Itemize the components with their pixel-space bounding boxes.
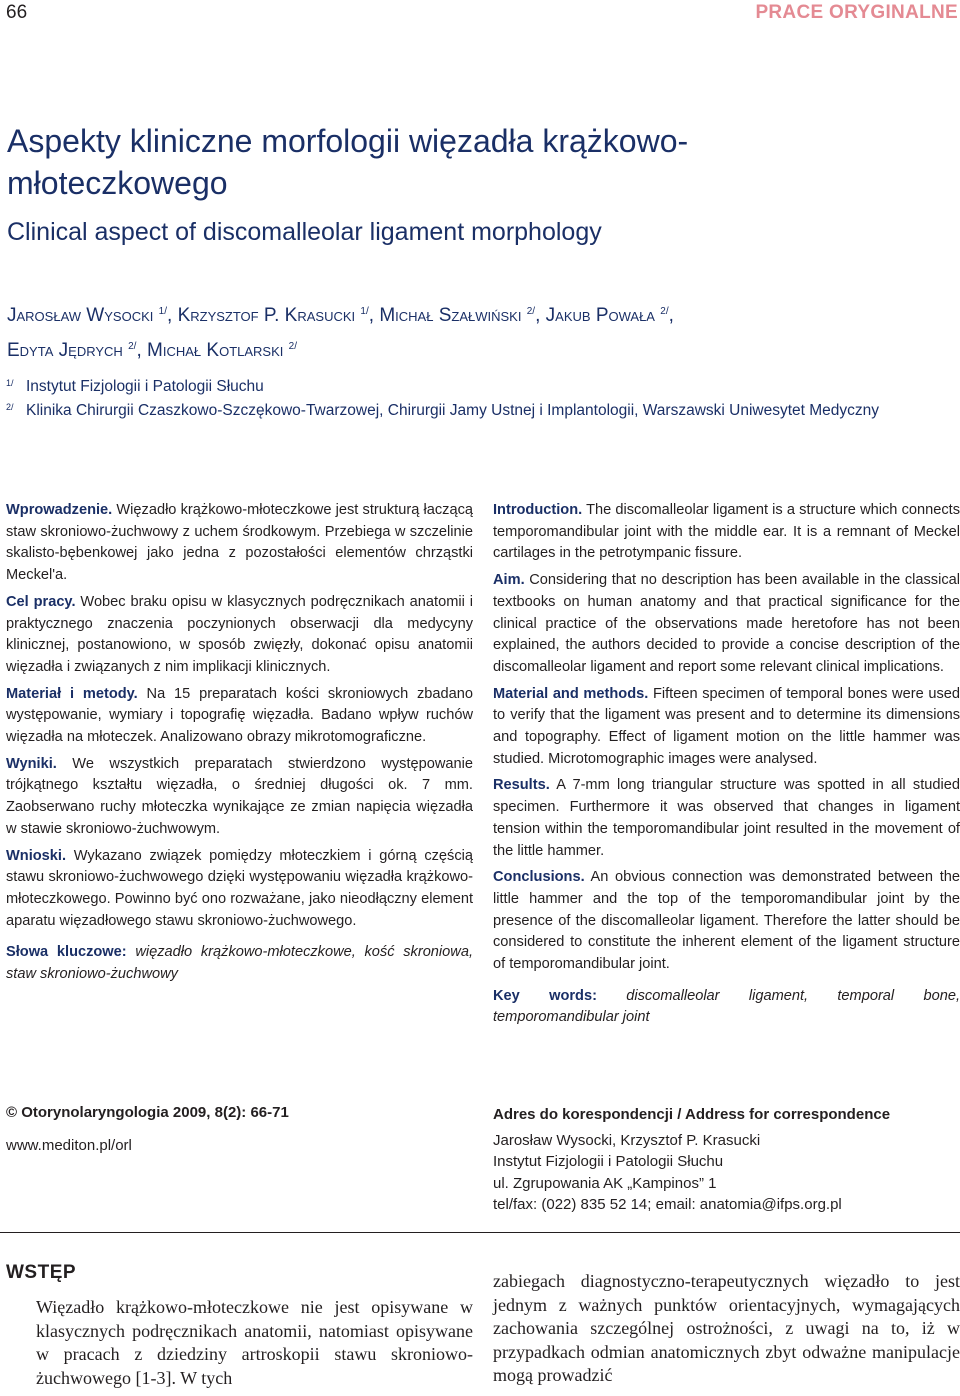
- abstract-paragraph: Wprowadzenie. Więzadło krążkowo-młoteczkowe jest strukturą łaczącą staw skroniowo-żuchwowy z uchem środkowym. Przebiega w szczelinie skalisto-bębenkowej jako jedna z pozostałości elementów chrząstki Meckel'a.: [6, 502, 473, 584]
- article-title: Aspekty kliniczne morfologii więzadła krążkowo-młoteczkowego: [7, 123, 689, 201]
- correspondence-line: tel/fax: (022) 835 52 14; email: anatomia@ifps.org.pl: [493, 1196, 842, 1213]
- article-subtitle: Clinical aspect of discomalleolar ligament morphology: [7, 218, 602, 246]
- correspondence-line: ul. Zgrupowania AK „Kampinos” 1: [493, 1174, 717, 1192]
- divider: [0, 1232, 960, 1233]
- author: Jarosław Wysocki $^{1/}$,: [7, 305, 178, 326]
- abstract-paragraph: Introduction. The discomalleolar ligament is a structure which connects temporomandibular joint with the middle ear. It is a remnant of Meckel cartilages in the petrotympanic fissure.: [493, 502, 960, 562]
- abstract-paragraph: Wyniki. We wszystkich preparatach stwierdzono występowanie trójkątnego kształtu więzadła, o średniej długości ok. 7 mm. Zaobserwano ruchy młoteczka wynikające ze zmian napięcia więzadła w stawie skroniowo-żuchwowym.: [6, 755, 473, 837]
- abstract-english: [493, 500, 960, 1034]
- author: Edyta Jędrych $^{2/}$,: [7, 340, 148, 361]
- abstract-polish: [6, 500, 473, 991]
- author: Michał Kotlarski $^{2/}$: [147, 340, 298, 361]
- correspondence-line: Instytut Fizjologii i Patologii Słuchu: [493, 1153, 724, 1170]
- affiliation: 2/ Klinika Chirurgii Czaszkowo-Szczękowo-Twarzowej, Chirurgii Jamy Ustnej i Implantologii, Warszawski Uniwesytet Medyczny: [6, 402, 880, 419]
- keywords-english: Key words: discomalleolar ligament, temporal bone, temporomandibular joint: [493, 987, 960, 1026]
- abstract-paragraph: Aim. Considering that no description has been available in the classical textbooks on human anatomy and that practical significance for the clinical practice of the observations made heretofore has not been explained, the authors decided to provide a concise description of the discomalleolar ligament and report some relevant clinical implications.: [493, 572, 960, 675]
- author-list: [7, 296, 947, 366]
- intro-text-right: zabiegach diagnostyczno-terapeutycznych więzadło to jest jednym z ważnych punktów orientacyjnych, wymagających zachowania szczególnej ostrożności, z uwagi na to, iż w przypadkach odmian anatomicznych zbyt odważne manipulacje mogą prowadzić: [493, 1271, 960, 1385]
- abstract-paragraph: Cel pracy. Wobec braku opisu w klasycznych podręcznikach anatomii i praktycznego znaczenia poczynionych obserwacji dla medycyny klinicznej, postanowiono, w sposób zwięzły, dokonać opisu anatomii więzadła i związanych z nim implikacji klinicznych.: [6, 593, 473, 675]
- page-number: 66: [6, 2, 28, 23]
- abstract-paragraph: Materiał i metody. Na 15 preparatach kości skroniowych zbadano występowanie, wymiary i topografię więzadła. Badano wpływ ruchów więzadła na młoteczek. Analizowano obrazy mikrotomograficzne.: [6, 685, 474, 746]
- author: Krzysztof P. Krasucki $^{1/}$,: [177, 305, 380, 326]
- journal-citation: © Otorynolaryngologia 2009, 8(2): 66-71: [6, 1104, 289, 1121]
- keywords-polish: Słowa kluczowe: więzadło krążkowo-młoteczkowe, kość skroniowa, staw skroniowo-żuchwowy: [6, 944, 473, 983]
- section-heading: WSTĘP: [6, 1262, 77, 1283]
- intro-text-left: Więzadło krążkowo-młoteczkowe nie jest opisywane w klasycznych podręcznikach anatomii, natomiast opisywane w pracach z dziedziny artroskopii stawu skroniowo-żuchwowego [1-3]. W tych: [36, 1297, 473, 1388]
- abstract-paragraph: Material and methods. Fifteen specimen of temporal bones were used to verify that the ligament was present and to determine its dimensions and topography. Effect of ligament motion on the little hammer was studied. Microtomographic images were analysed.: [493, 685, 960, 767]
- correspondence-block: [493, 1104, 960, 1216]
- affiliation: 1/ Instytut Fizjologii i Patologii Słuchu: [6, 378, 264, 395]
- correspondence-heading: Adres do korespondencji / Address for correspondence: [493, 1106, 891, 1123]
- abstract-paragraph: Wnioski. Wykazano związek pomiędzy młoteczkiem i górną częścią stawu skroniowo-żuchwowego dzięki występowaniu więzadła krążkowo-młoteczkowego. Powinno być ono rozważane, jako nieodłączny element aparatu więzadłowego stawu skroniowo-żuchwowego.: [6, 847, 473, 929]
- correspondence-line: Jarosław Wysocki, Krzysztof P. Krasucki: [493, 1131, 761, 1149]
- journal-url[interactable]: www.mediton.pl/orl: [6, 1137, 132, 1154]
- section-label: PRACE ORYGINALNE: [755, 2, 958, 23]
- abstract-paragraph: Conclusions. An obvious connection was demonstrated between the little hammer and the top of the temporomandibular joint by the presence of the discomalleolar ligament. Therefore the latter should be considered to constitute the inherent element of the ligament structure of temporomandibular joint.: [493, 869, 960, 973]
- author: Michał Szałwiński $^{2/}$,: [379, 305, 546, 326]
- abstract-paragraph: Results. A 7-mm long triangular structure was spotted in all studied specimen. Furthermore it was observed that changes in ligament tension within the temporomandibular joint resulted in the movement of the little hammer.: [493, 777, 960, 859]
- author: Jakub Powała $^{2/}$,: [545, 305, 674, 326]
